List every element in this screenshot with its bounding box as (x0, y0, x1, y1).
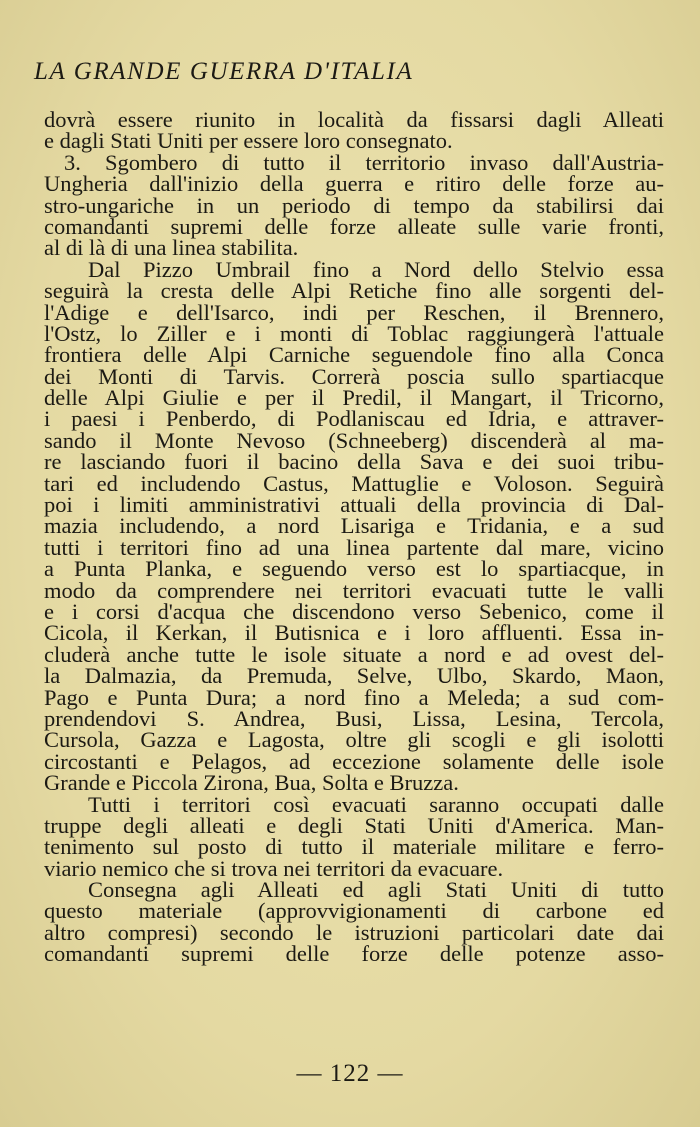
text-line: Cicola, il Kerkan, il Butisnica e i loro affluenti. Essa in- (44, 620, 664, 646)
text-line: viario nemico che si trova nei territori da evacuare. (44, 855, 504, 881)
text-line: Consegna agli Alleati ed agli Stati Uniti di tutto (88, 877, 664, 903)
text-line: circostanti e Pelagos, ad eccezione solamente delle isole (44, 748, 665, 774)
text-line: a Punta Planka, e seguendo verso est lo spartiacque, in (44, 556, 665, 582)
text-line: mazia includendo, a nord Lisariga e Tridania, e a sud (44, 513, 665, 539)
text-line: Grande e Piccola Zirona, Bua, Solta e Bruzza. (44, 770, 459, 796)
text-line: truppe degli alleati e degli Stati Uniti d'America. Man- (44, 812, 664, 838)
text-line: 3. Sgombero di tutto il territorio invaso dall'Austria- (64, 149, 665, 175)
text-line: e dagli Stati Uniti per essere loro consegnato. (44, 128, 453, 154)
text-line: e i corsi d'acqua che discendono verso Sebenico, come il (44, 598, 665, 624)
text-line: re lasciando fuori il bacino della Sava e dei suoi tribu- (44, 449, 665, 475)
text-line: questo materiale (approvvigionamenti di carbone ed (44, 898, 665, 924)
text-line: sando il Monte Nevoso (Schneeberg) discenderà al ma- (44, 427, 664, 453)
text-line: prendendovi S. Andrea, Busi, Lissa, Lesina, Tercola, (44, 705, 664, 731)
text-line: frontiera delle Alpi Carniche seguendole fino alla Conca (44, 342, 665, 368)
text-line: delle Alpi Giulie e per il Predil, il Mangart, il Tricorno, (44, 385, 664, 411)
text-line: l'Adige e dell'Isarco, indi per Reschen, il Brennero, (44, 299, 664, 325)
text-line: Tutti i territori così evacuati saranno occupati dalle (88, 791, 665, 817)
text-line: la Dalmazia, da Premuda, Selve, Ulbo, Skardo, Maon, (44, 663, 664, 689)
text-line: stro-ungariche in un periodo di tempo da stabilirsi dai (44, 192, 664, 218)
text-line: dovrà essere riunito in località da fissarsi dagli Alleati (44, 107, 664, 132)
text-line: Dal Pizzo Umbrail fino a Nord dello Stelvio essa (88, 256, 665, 282)
text-line: seguirà la cresta delle Alpi Retiche fino alle sorgenti del- (44, 278, 665, 304)
text-line: Pago e Punta Dura; a nord fino a Meleda; a sud com- (44, 684, 665, 710)
page-number: — 122 — (296, 1060, 404, 1087)
text-line: tari ed includendo Castus, Mattuglie e Voloson. Seguirà (44, 470, 664, 496)
text-line: Ungheria dall'inizio della guerra e ritiro delle forze au- (44, 171, 665, 197)
text-line: altro compresi) secondo le istruzioni particolari date dai (44, 919, 664, 945)
text-line: comandanti supremi delle forze delle potenze asso- (44, 941, 665, 967)
text-line: dei Monti di Tarvis. Correrà poscia sullo spartiacque (44, 363, 664, 389)
text-line: i paesi i Penberdo, di Podlaniscau ed Idria, e attraver- (44, 406, 664, 432)
text-line: tenimento sul posto di tutto il materiale militare e ferro- (44, 834, 664, 860)
text-line: comandanti supremi delle forze alleate sulle varie fronti, (44, 213, 664, 239)
text-line: l'Ostz, lo Ziller e i monti di Toblac raggiungerà l'attuale (44, 320, 664, 346)
body-text (44, 109, 664, 965)
running-head: LA GRANDE GUERRA D'ITALIA (34, 58, 414, 85)
text-line: modo da comprendere nei territori evacuati tutte le valli (44, 577, 664, 603)
text-line: al di là di una linea stabilita. (44, 235, 299, 261)
text-line: poi i limiti amministrativi attuali della provincia di Dal- (44, 492, 664, 518)
text-line: tutti i territori fino ad una linea partente dal mare, vicino (44, 534, 664, 560)
text-line: cluderà anche tutte le isole situate a nord e ad ovest del- (44, 641, 664, 667)
text-line: Cursola, Gazza e Lagosta, oltre gli scogli e gli isolotti (44, 727, 664, 753)
